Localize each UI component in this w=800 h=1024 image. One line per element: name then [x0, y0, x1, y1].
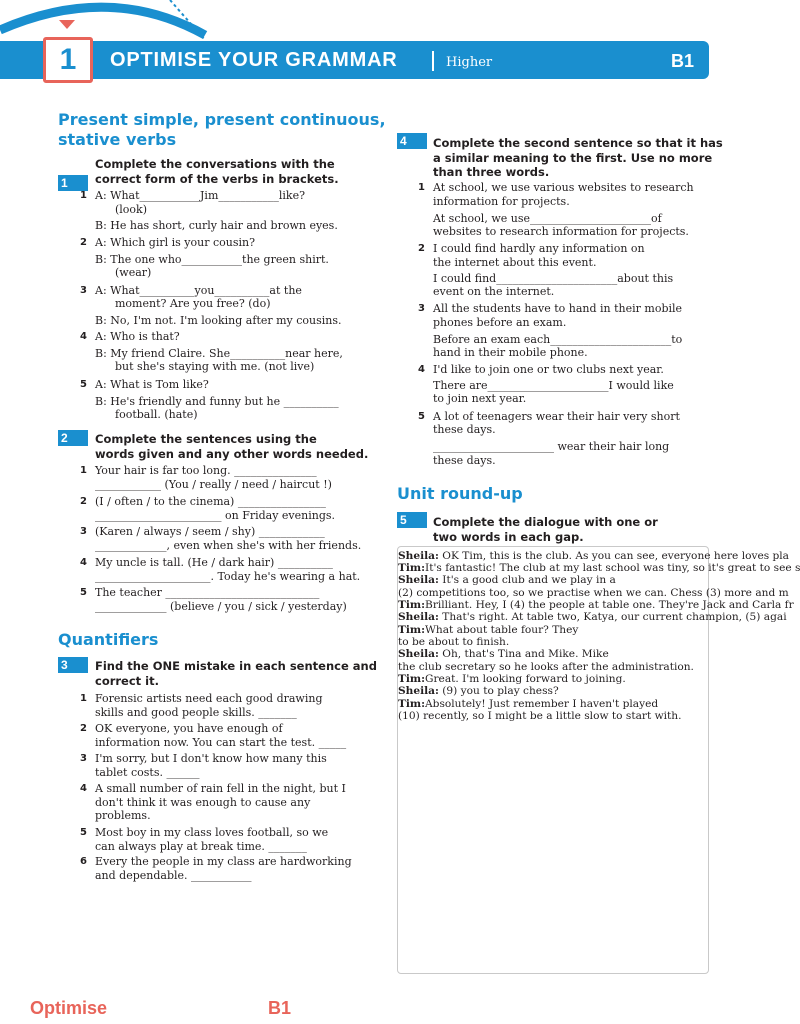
dialogue-text: What about table four? They	[425, 624, 579, 636]
item-line: I'm sorry, but I don't know how many this	[95, 752, 327, 765]
item-line: (Karen / always / seem / shy) ____________	[95, 525, 325, 538]
instruction-line: two words in each gap.	[433, 529, 584, 544]
item-line: (I / often / to the cinema) ________________	[95, 495, 326, 508]
page-subtitle: Higher	[446, 55, 493, 70]
item-number: 3	[80, 526, 87, 537]
page-title: OPTIMISE YOUR GRAMMAR	[110, 49, 398, 71]
item-line: B: The one who___________the green shirt.	[95, 253, 329, 266]
item-line: A: What__________you__________at the	[95, 284, 302, 297]
exercise-number-4: 4	[397, 133, 427, 149]
item-line: skills and good people skills. _______	[95, 706, 297, 719]
item-line: B: He has short, curly hair and brown eyes.	[95, 219, 338, 232]
exercise-4-instructions	[433, 136, 723, 180]
item-line: don't think it was enough to cause any	[95, 796, 311, 809]
item-line: I could find______________________about this	[433, 272, 674, 285]
item-line: _____________ (believe / you / sick / yesterday)	[95, 600, 347, 613]
speaker-label: Sheila:	[398, 574, 439, 586]
item-number: 2	[80, 723, 87, 734]
decorative-arc	[0, 0, 230, 45]
item-line: A: What is Tom like?	[95, 378, 209, 391]
dialogue-text: (10) recently, so I might be a little slow to start with.	[398, 710, 682, 722]
instruction-line: Complete the second sentence so that it has	[433, 136, 723, 150]
dialogue-line	[398, 599, 794, 611]
exercise-number-1: 1	[58, 175, 88, 191]
dialogue-text: Brilliant. Hey, I (4) the people at table one. They're Jack and Carla fr	[425, 599, 794, 611]
unit-number-badge: 1	[43, 37, 93, 83]
item-number: 5	[80, 827, 87, 838]
item-line: these days.	[433, 454, 496, 467]
dialogue-line	[398, 661, 694, 673]
dialogue-line	[398, 562, 800, 574]
item-line: B: My friend Claire. She__________near here,	[95, 347, 343, 360]
item-line: There are______________________I would like	[433, 379, 674, 392]
exercise-5-instructions	[433, 515, 658, 544]
item-line: B: No, I'm not. I'm looking after my cousins.	[95, 314, 342, 327]
section-title-quantifiers: Quantifiers	[58, 630, 159, 649]
dialogue-text: It's fantastic! The club at my last school was tiny, so it's great to see s	[425, 562, 800, 574]
item-line: OK everyone, you have enough of	[95, 722, 283, 735]
item-number: 1	[80, 190, 87, 201]
item-line: Most boy in my class loves football, so we	[95, 826, 329, 839]
item-line: A: Which girl is your cousin?	[95, 236, 255, 249]
item-line: A: Who is that?	[95, 330, 180, 343]
speaker-label: Sheila:	[398, 685, 439, 697]
item-line: but she's staying with me. (not live)	[115, 360, 315, 373]
dialogue-line	[398, 636, 509, 648]
speaker-label: Sheila:	[398, 648, 439, 660]
item-line: hand in their mobile phone.	[433, 346, 588, 359]
section-title-present	[58, 110, 386, 150]
item-line: information for projects.	[433, 195, 570, 208]
item-number: 5	[418, 411, 425, 422]
item-number: 4	[418, 364, 425, 375]
item-line: event on the internet.	[433, 285, 555, 298]
item-line: Every the people in my class are hardworking	[95, 855, 352, 868]
item-line: football. (hate)	[115, 408, 198, 421]
item-number: 5	[80, 379, 87, 390]
speaker-label: Tim:	[398, 599, 426, 611]
item-number: 6	[80, 856, 87, 867]
item-number: 3	[80, 285, 87, 296]
item-line: Your hair is far too long. _______________	[95, 464, 317, 477]
dialogue-text: the club secretary so he looks after the administration.	[398, 661, 694, 673]
item-number: 2	[418, 243, 425, 254]
section-title-roundup: Unit round-up	[397, 484, 523, 503]
item-line: phones before an exam.	[433, 316, 567, 329]
item-number: 1	[80, 465, 87, 476]
section-title-line: Present simple, present continuous,	[58, 110, 386, 129]
exercise-number-3: 3	[58, 657, 88, 673]
speaker-label: Sheila:	[398, 550, 439, 562]
item-line: can always play at break time. _______	[95, 840, 307, 853]
dialogue-line	[398, 574, 616, 586]
item-line: A lot of teenagers wear their hair very short	[433, 410, 680, 423]
dialogue-line	[398, 698, 658, 710]
instruction-line: correct it.	[95, 673, 159, 688]
item-number: 3	[80, 753, 87, 764]
instruction-line: Complete the sentences using the	[95, 432, 317, 446]
footer-title: Optimise	[30, 998, 108, 1018]
item-line: websites to research information for projects.	[433, 225, 689, 238]
dialogue-text: Great. I'm looking forward to joining.	[425, 673, 626, 685]
item-line: information now. You can start the test. _____	[95, 736, 347, 749]
dialogue-text: Absolutely! Just remember I haven't played	[425, 698, 659, 710]
dialogue-text: OK Tim, this is the club. As you can see, everyone here loves pla	[438, 550, 790, 562]
dialogue-text: to be about to finish.	[398, 636, 510, 648]
instruction-line: correct form of the verbs in brackets.	[95, 171, 339, 186]
header-divider	[432, 51, 434, 71]
speaker-label: Tim:	[398, 673, 426, 685]
item-line: Forensic artists need each good drawing	[95, 692, 323, 705]
item-line: I could find hardly any information on	[433, 242, 645, 255]
exercise-number-5: 5	[397, 512, 427, 528]
dialogue-line	[398, 673, 626, 685]
dialogue-text: (9) you to play chess?	[438, 685, 559, 697]
item-line: All the students have to hand in their mobile	[433, 302, 683, 315]
item-line: ______________________ wear their hair long	[433, 440, 670, 453]
speaker-label: Tim:	[398, 698, 426, 710]
exercise-2-instructions	[95, 432, 368, 461]
dialogue-line	[398, 710, 682, 722]
item-line: and dependable. ___________	[95, 869, 252, 882]
unit-arrow-icon	[59, 20, 75, 29]
item-line: My uncle is tall. (He / dark hair) __________	[95, 556, 333, 569]
item-number: 4	[80, 557, 87, 568]
speaker-label: Sheila:	[398, 611, 439, 623]
dialogue-line	[398, 648, 609, 660]
item-line: to join next year.	[433, 392, 527, 405]
item-line: (wear)	[115, 266, 152, 279]
instruction-line: Complete the dialogue with one or	[433, 515, 658, 529]
item-line: (look)	[115, 203, 148, 216]
item-line: moment? Are you free? (do)	[115, 297, 271, 310]
item-line: these days.	[433, 423, 496, 436]
item-line: Before an exam each______________________to	[433, 333, 683, 346]
item-line: ____________ (You / really / need / haircut !)	[95, 478, 332, 491]
item-line: The teacher ____________________________	[95, 586, 320, 599]
speaker-label: Tim:	[398, 624, 426, 636]
item-line: _____________, even when she's with her friends.	[95, 539, 362, 552]
level-label: B1	[671, 51, 695, 71]
dialogue-text: It's a good club and we play in a	[438, 574, 616, 586]
dialogue-box	[397, 546, 800, 974]
item-line: _____________________. Today he's wearing a hat.	[95, 570, 361, 583]
instruction-line: Find the ONE mistake in each sentence and	[95, 659, 377, 673]
dialogue-line	[398, 611, 787, 623]
item-number: 4	[80, 331, 87, 342]
instruction-line: than three words.	[433, 165, 550, 179]
item-line: B: He's friendly and funny but he __________	[95, 395, 339, 408]
item-line: At school, we use various websites to research	[433, 181, 694, 194]
item-number: 5	[80, 587, 87, 598]
item-number: 1	[418, 182, 425, 193]
dialogue-line	[398, 624, 578, 636]
item-number: 1	[80, 693, 87, 704]
item-line: A small number of rain fell in the night, but I	[95, 782, 346, 795]
dialogue-line	[398, 587, 789, 599]
item-number: 4	[80, 783, 87, 794]
dialogue-line	[398, 685, 559, 697]
item-line: the internet about this event.	[433, 256, 597, 269]
item-line: I'd like to join one or two clubs next year.	[433, 363, 664, 376]
item-number: 2	[80, 496, 87, 507]
item-line: _______________________ on Friday evenings.	[95, 509, 336, 522]
item-line: tablet costs. ______	[95, 766, 200, 779]
speaker-label: Tim:	[398, 562, 426, 574]
exercise-1-instructions	[95, 157, 339, 186]
dialogue-text: (2) competitions too, so we practise when we can. Chess (3) more and m	[398, 587, 789, 599]
instruction-line: Complete the conversations with the	[95, 157, 335, 171]
dialogue-text: That's right. At table two, Katya, our current champion, (5) agai	[438, 611, 787, 623]
item-line: problems.	[95, 809, 151, 822]
item-number: 3	[418, 303, 425, 314]
footer-level: B1	[268, 998, 292, 1018]
item-line: At school, we use______________________of	[433, 212, 662, 225]
item-line: A: What___________Jim___________like?	[95, 189, 305, 202]
section-title-line: stative verbs	[58, 130, 177, 149]
instruction-line: words given and any other words needed.	[95, 446, 369, 461]
item-number: 2	[80, 237, 87, 248]
dialogue-text: Oh, that's Tina and Mike. Mike	[438, 648, 609, 660]
instruction-line: a similar meaning to the first. Use no more	[433, 150, 713, 165]
exercise-3-instructions	[95, 659, 377, 688]
dialogue-line	[398, 550, 789, 562]
exercise-number-2: 2	[58, 430, 88, 446]
